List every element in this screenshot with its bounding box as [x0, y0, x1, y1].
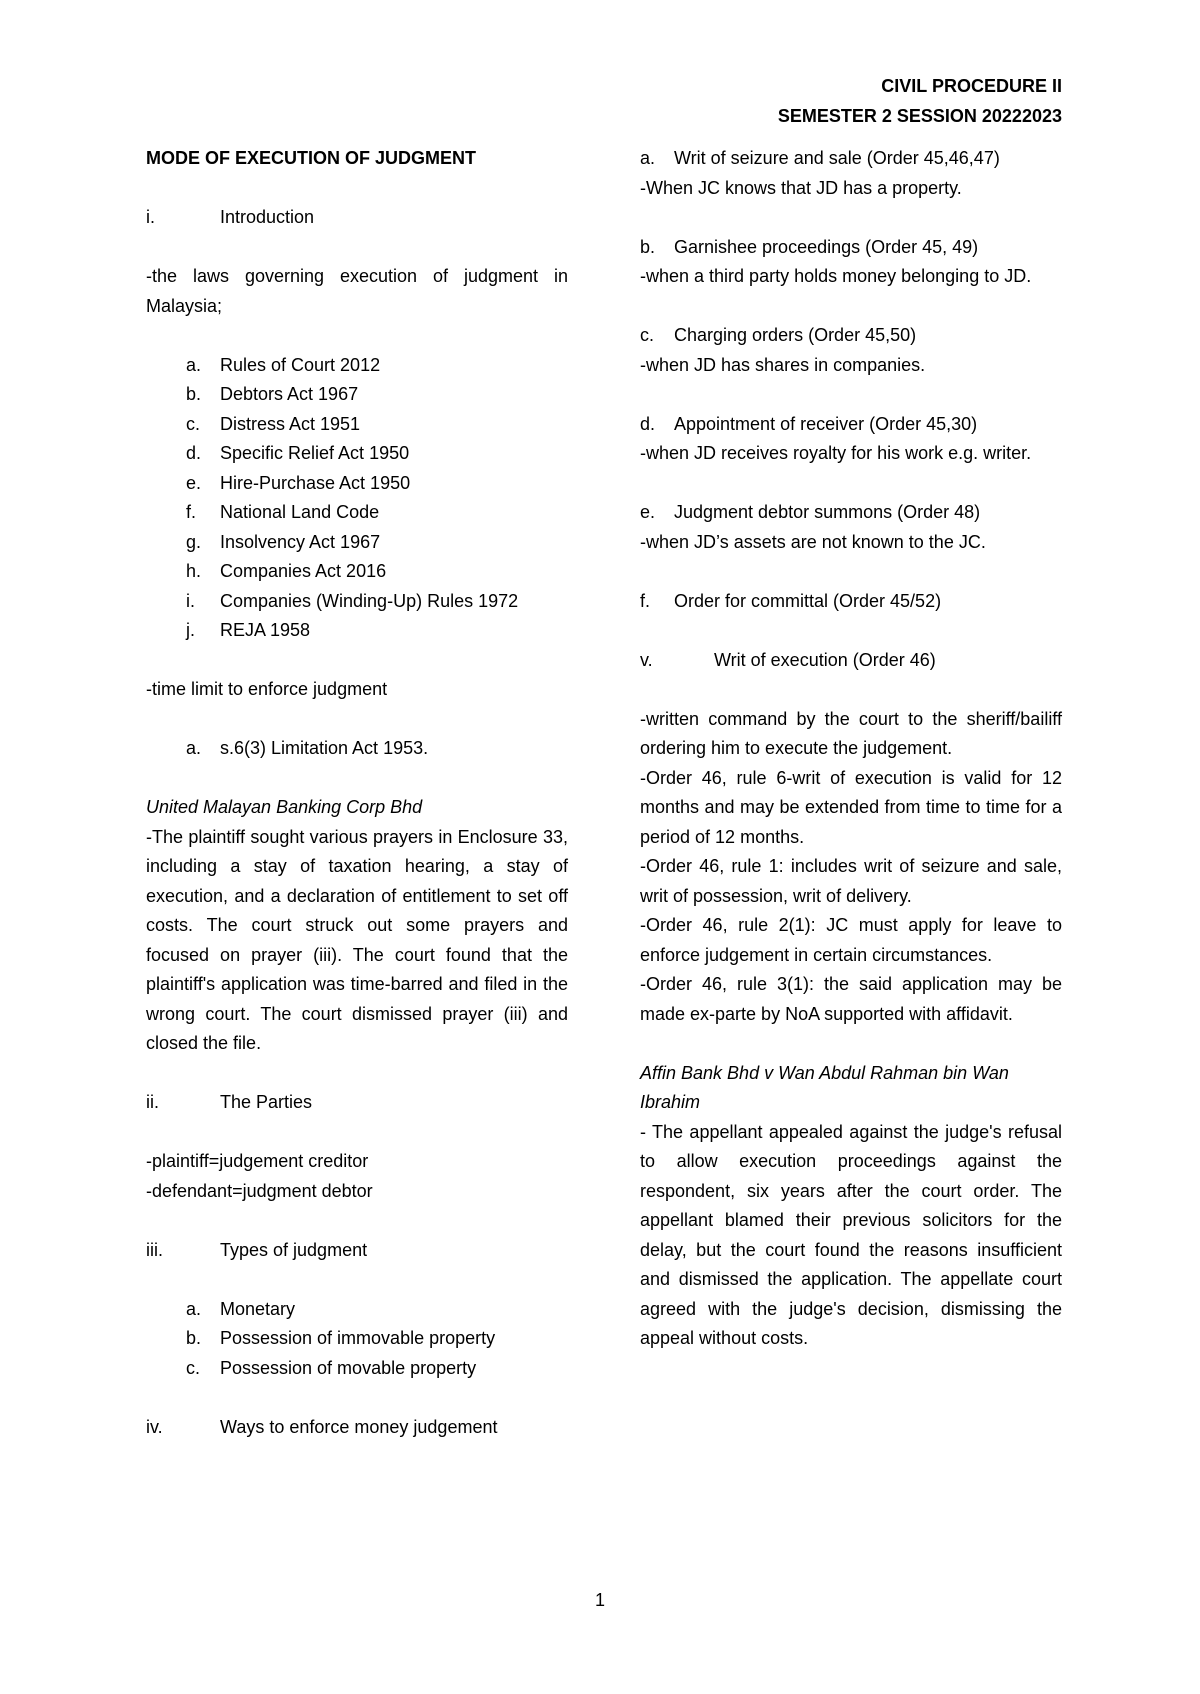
list-text: Insolvency Act 1967 — [220, 531, 381, 552]
section-title: Writ of execution (Order 46) — [714, 649, 936, 670]
method-note: -when JD’s assets are not known to the JC. — [640, 531, 986, 552]
enforcement-method — [640, 144, 1062, 174]
enforcement-method — [640, 233, 1062, 263]
section-heading-writ — [640, 646, 1062, 676]
section-heading-introduction — [146, 203, 568, 233]
method-title: Charging orders (Order 45,50) — [674, 325, 917, 345]
method-title: Appointment of receiver (Order 45,30) — [674, 413, 978, 434]
list-text: Rules of Court 2012 — [220, 354, 381, 375]
list-item — [146, 410, 568, 440]
enforcement-method — [640, 498, 1062, 528]
enforcement-method — [640, 321, 1062, 351]
enforcement-method — [640, 410, 1062, 440]
writ-paragraph: -Order 46, rule 1: includes writ of seizure and sale, writ of possession, writ of delivery. — [640, 856, 1062, 906]
method-title: Order for committal (Order 45/52) — [674, 590, 942, 611]
list-item — [146, 557, 568, 587]
course-title: CIVIL PROCEDURE II — [881, 76, 1062, 96]
method-note: -when a third party holds money belonging to JD. — [640, 266, 1032, 286]
list-text: National Land Code — [220, 502, 380, 522]
section-number: iii. — [146, 1239, 163, 1260]
section-number: iv. — [146, 1416, 163, 1437]
list-letter: j. — [186, 620, 195, 640]
list-text: Specific Relief Act 1950 — [220, 443, 410, 463]
list-text: s.6(3) Limitation Act 1953. — [220, 738, 429, 758]
list-item — [146, 380, 568, 410]
method-note: -When JC knows that JD has a property. — [640, 177, 962, 198]
list-text: Hire-Purchase Act 1950 — [220, 472, 411, 493]
method-title: Writ of seizure and sale (Order 45,46,47) — [674, 148, 1000, 168]
party-definition: -defendant=judgment debtor — [146, 1180, 373, 1201]
writ-paragraph: -Order 46, rule 2(1): JC must apply for leave to enforce judgement in certain circumstances. — [640, 915, 1062, 965]
list-item — [146, 734, 568, 764]
right-column — [640, 144, 1062, 1354]
list-text: Debtors Act 1967 — [220, 384, 359, 404]
list-letter: b. — [186, 384, 202, 404]
writ-paragraph: -Order 46, rule 6-writ of execution is valid for 12 months and may be extended from time to time for a period of 12 months. — [640, 767, 1062, 847]
list-letter: c. — [186, 413, 201, 434]
list-item — [146, 351, 568, 381]
semester-label: SEMESTER 2 SESSION 20222023 — [777, 105, 1062, 126]
list-text: Distress Act 1951 — [220, 413, 361, 434]
list-text: Monetary — [220, 1298, 296, 1319]
list-letter: c. — [640, 325, 655, 345]
party-definition: -plaintiff=judgement creditor — [146, 1151, 369, 1171]
list-text: Companies Act 2016 — [220, 561, 387, 581]
list-letter: e. — [640, 502, 656, 522]
list-text: Possession of immovable property — [220, 1328, 496, 1348]
page-header — [778, 72, 1062, 131]
list-letter: a. — [640, 148, 656, 168]
list-letter: g. — [186, 531, 202, 552]
list-letter: a. — [186, 354, 202, 375]
list-letter: b. — [186, 1328, 202, 1348]
document-title: MODE OF EXECUTION OF JUDGMENT — [146, 148, 477, 168]
list-letter: e. — [186, 472, 202, 493]
section-heading-types — [146, 1236, 568, 1266]
list-letter: d. — [640, 413, 656, 434]
section-title: The Parties — [220, 1092, 313, 1112]
method-note: -when JD has shares in companies. — [640, 354, 926, 375]
list-item — [146, 616, 568, 646]
method-title: Garnishee proceedings (Order 45, 49) — [674, 236, 979, 257]
list-item — [146, 528, 568, 558]
list-item — [146, 1324, 568, 1354]
case-title: United Malayan Banking Corp Bhd — [146, 797, 423, 817]
list-letter: f. — [640, 590, 651, 611]
list-letter: b. — [640, 236, 656, 257]
list-text: Possession of movable property — [220, 1357, 477, 1378]
list-item — [146, 1295, 568, 1325]
case-title: Affin Bank Bhd v Wan Abdul Rahman bin Wan Ibrahim — [640, 1062, 1009, 1112]
time-limit-heading: -time limit to enforce judgment — [146, 679, 388, 699]
list-letter: c. — [186, 1357, 201, 1378]
page-number: 1 — [594, 1590, 605, 1610]
types-list — [146, 1295, 568, 1384]
method-note: -when JD receives royalty for his work e.g. writer. — [640, 443, 1032, 463]
section-number: i. — [146, 207, 155, 227]
left-column — [146, 144, 568, 1442]
case-summary: -The plaintiff sought various prayers in Enclosure 33, including a stay of taxation hearing, a stay of execution, and a declaration of entitlement to set off costs. The court struck out some prayers and focused on prayer (iii). The court found that the plaintiff's application was time-barred and filed in the wrong court. The court dismissed prayer (iii) and closed the file. — [146, 826, 568, 1053]
laws-list — [146, 351, 568, 646]
section-title: Ways to enforce money judgement — [220, 1416, 498, 1437]
list-letter: i. — [186, 590, 195, 611]
writ-paragraph: -written command by the court to the sheriff/bailiff ordering him to execute the judgement. — [640, 708, 1062, 758]
list-item — [146, 587, 568, 617]
list-text: REJA 1958 — [220, 620, 311, 640]
list-item — [146, 498, 568, 528]
list-letter: f. — [186, 502, 197, 522]
laws-intro: -the laws governing execution of judgment in Malaysia; — [146, 266, 568, 316]
section-title: Types of judgment — [220, 1239, 368, 1260]
list-item — [146, 469, 568, 499]
writ-paragraph: -Order 46, rule 3(1): the said application may be made ex-parte by NoA supported with affidavit. — [640, 974, 1062, 1024]
list-letter: h. — [186, 561, 202, 581]
list-item — [146, 1354, 568, 1384]
list-letter: a. — [186, 1298, 202, 1319]
case-summary: - The appellant appealed against the judge's refusal to allow execution proceedings against the respondent, six years after the court order. The appellant blamed their previous solicitors for the delay, but the court found the reasons insufficient and dismissed the application. The appellate court agreed with the judge's decision, dismissing the appeal without costs. — [640, 1121, 1062, 1348]
section-number: v. — [640, 649, 653, 670]
list-text: Companies (Winding-Up) Rules 1972 — [220, 590, 519, 611]
list-item — [146, 439, 568, 469]
method-title: Judgment debtor summons (Order 48) — [674, 502, 981, 522]
list-letter: d. — [186, 443, 202, 463]
list-letter: a. — [186, 738, 202, 758]
section-heading-ways — [146, 1413, 568, 1443]
section-title: Introduction — [220, 207, 315, 227]
section-heading-parties — [146, 1088, 568, 1118]
section-number: ii. — [146, 1092, 159, 1112]
enforcement-method — [640, 587, 1062, 617]
